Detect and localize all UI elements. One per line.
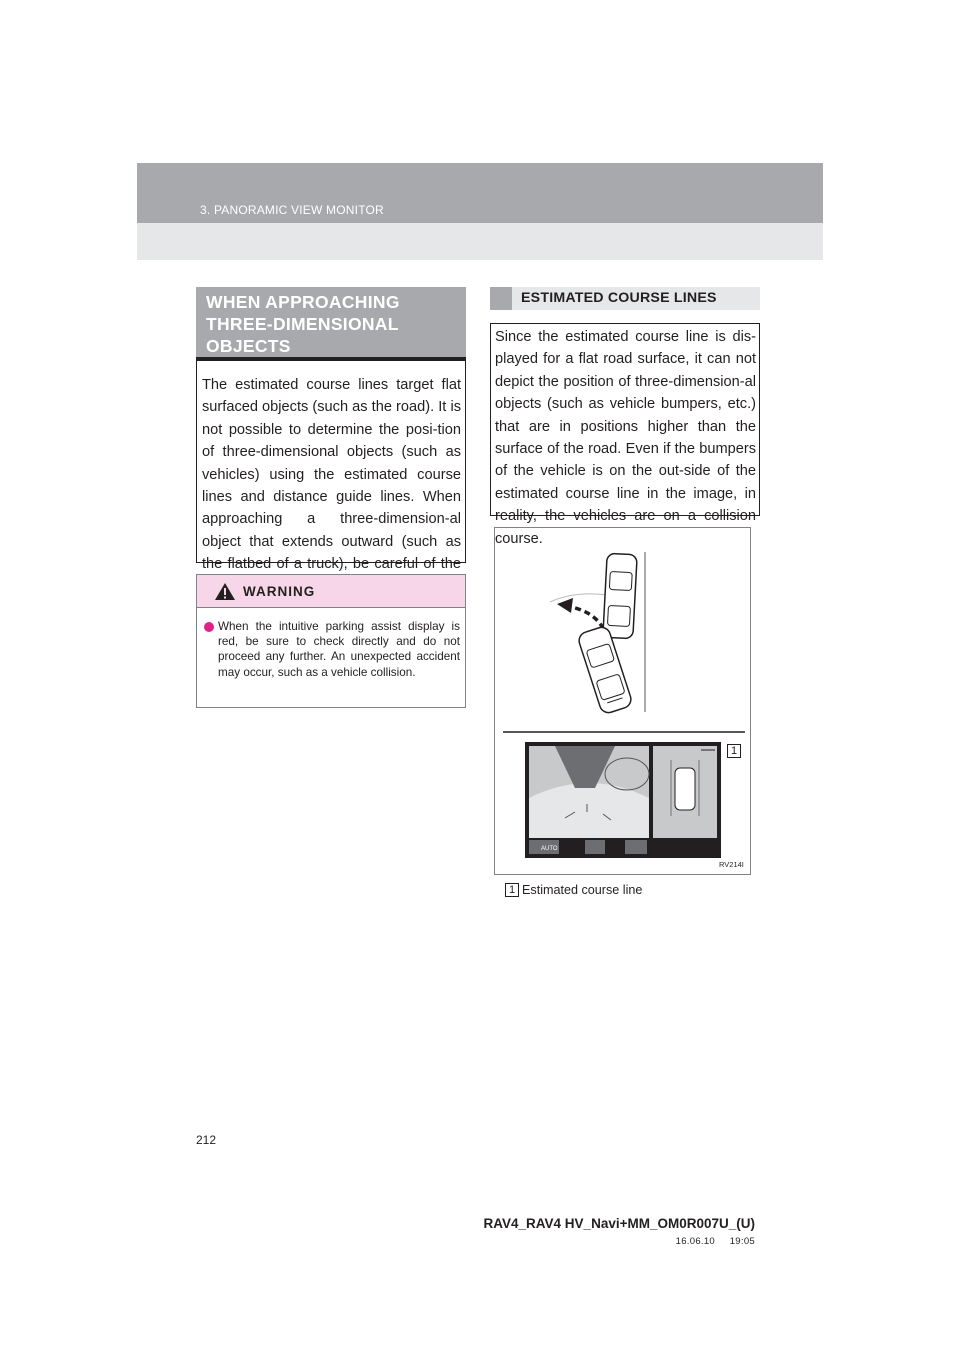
warning-triangle-icon [214, 582, 236, 601]
right-heading-text: ESTIMATED COURSE LINES [521, 290, 717, 306]
heading-marker [490, 287, 512, 310]
parked-car-icon [603, 553, 637, 638]
right-section-heading [490, 287, 760, 310]
warning-item: When the intuitive parking assist display is red, be sure to check directly and do not proceed any further. An unexpected accident may occur, such as a vehicle collision. [218, 620, 460, 679]
warning-box [196, 574, 466, 708]
header-subband [137, 223, 823, 260]
document-timestamp: 16.06.10 19:05 [675, 1236, 755, 1247]
figure-callout-1: 1 [727, 744, 741, 758]
left-body-box [196, 360, 466, 573]
figure-code: RV214I [719, 860, 744, 869]
course-line-illustration [494, 527, 751, 875]
left-section-heading [196, 287, 466, 360]
legend-callout-1: 1 [505, 883, 519, 897]
auto-button-label: AUTO [541, 846, 558, 852]
left-heading-text: WHEN APPROACHING THREE-DIMENSIONAL OBJECTS [206, 292, 400, 356]
document-id: RAV4_RAV4 HV_Navi+MM_OM0R007U_(U) [483, 1216, 755, 1231]
right-body-box [490, 323, 760, 547]
warning-label: WARNING [243, 584, 316, 599]
warning-header [197, 575, 465, 608]
left-body-text: The estimated course lines target flat surfaced objects (such as the road). It is not possible to determine the posi-tion of three-dimensional objects (such as vehicles) using the estimated course lines and distance guide lines. When approaching a three-dimension-al object that extends outward (such as the flatbed of a truck), be careful of the [202, 377, 461, 573]
page-number: 212 [196, 1133, 217, 1147]
illustration-svg [495, 528, 750, 874]
bullet-icon [204, 622, 214, 632]
section-title: 3. PANORAMIC VIEW MONITOR [200, 203, 384, 217]
right-body-text: Since the estimated course line is dis-played for a flat road surface, it can not depict the position of three-dimension-al objects (such as vehicle bumpers, etc.) that are in positions higher than the surface of the road. Even if the bumpers of the vehicle is on the out-side of the estimated course line in the image, in reality, the vehicles are on a collision course. [495, 329, 756, 547]
legend-text: Estimated course line [522, 883, 643, 897]
